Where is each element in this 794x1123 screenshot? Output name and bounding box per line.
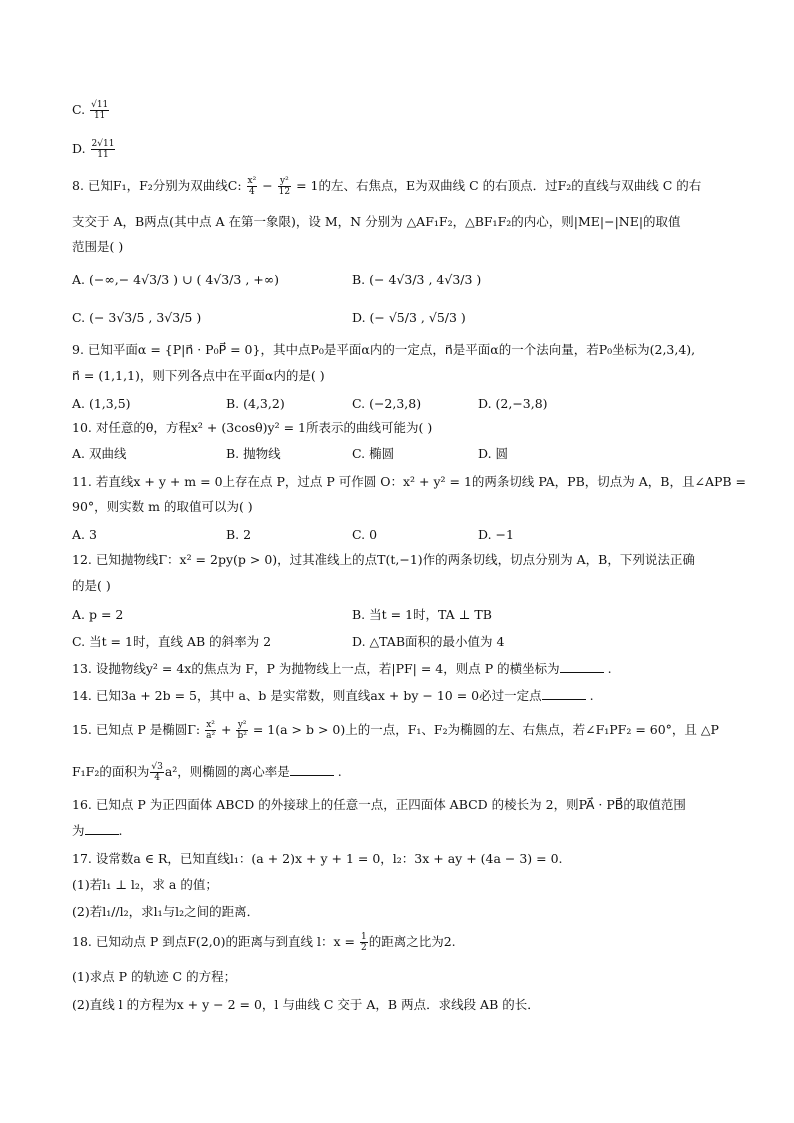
q8-line-2: 支交于 A，B两点(其中点 A 在第一象限)，设 M，N 分别为 △AF₁F₂，△BF₁F₂的内心，则|ME|−|NE|的取值 bbox=[72, 214, 681, 229]
q9-option-a: A. (1,3,5) bbox=[72, 396, 131, 411]
text: 18. 已知动点 P 到点F(2,0)的距离与到直线 l：x = bbox=[72, 934, 359, 949]
q12-option-a: A. p = 2 bbox=[72, 607, 124, 622]
answer-blank[interactable] bbox=[290, 763, 334, 776]
answer-blank[interactable] bbox=[560, 660, 604, 673]
q18-line-3: (2)直线 l 的方程为x + y − 2 = 0，l 与曲线 C 交于 A，B 两点．求线段 AB 的长． bbox=[72, 997, 540, 1012]
q15-line-1 bbox=[72, 720, 719, 741]
option-label: D. bbox=[72, 141, 86, 156]
text: F₁F₂的面积为 bbox=[72, 764, 150, 779]
text: . bbox=[585, 688, 594, 703]
fraction bbox=[360, 932, 368, 953]
q16-line-2 bbox=[72, 821, 123, 841]
text: − bbox=[258, 178, 277, 193]
text: a²，则椭圆的离心率是 bbox=[164, 764, 290, 779]
fraction bbox=[150, 762, 163, 783]
numerator: y² bbox=[278, 176, 291, 187]
q14-line bbox=[72, 686, 594, 706]
q8-option-c: C. (− 3√3/5 , 3√3/5 ) bbox=[72, 310, 202, 325]
fraction bbox=[91, 139, 116, 160]
q16-line-1: 16. 已知点 P 为正四面体 ABCD 的外接球上的任意一点，正四面体 ABCD 的棱长为 2，则PA⃗ · PB⃗的取值范围 bbox=[72, 797, 686, 812]
text: = 1的左、右焦点，E为双曲线 C 的右顶点．过F₂的直线与双曲线 C 的右 bbox=[292, 178, 702, 193]
q8-line-3: 范围是( ) bbox=[72, 239, 124, 254]
text: . bbox=[333, 764, 342, 779]
q7-option-d bbox=[72, 139, 116, 160]
q9-option-b: B. (4,3,2) bbox=[226, 396, 285, 411]
numerator: y² bbox=[237, 720, 247, 730]
q9-line-2: n⃗ = (1,1,1)，则下列各点中在平面α内的是( ) bbox=[72, 368, 325, 383]
q8-option-d: D. (− √5/3 , √5/3 ) bbox=[352, 310, 466, 325]
q9-option-d: D. (2,−3,8) bbox=[478, 396, 548, 411]
numerator: 2√11 bbox=[91, 139, 115, 149]
q11-option-a: A. 3 bbox=[72, 527, 97, 542]
q8-option-a: A. (−∞,− 4√3/3 ) ∪ ( 4√3/3 , +∞) bbox=[72, 272, 280, 287]
text: 13. 设抛物线y² = 4x的焦点为 F，P 为抛物线上一点，若|PF| = 4，则点 P 的横坐标为 bbox=[72, 661, 560, 676]
q12-line-2: 的是( ) bbox=[72, 578, 111, 593]
denominator: 2 bbox=[360, 943, 367, 953]
answer-blank[interactable] bbox=[542, 687, 586, 700]
denominator: 12 bbox=[278, 187, 291, 197]
q11-option-d: D. −1 bbox=[478, 527, 514, 542]
q8-option-b: B. (− 4√3/3 , 4√3/3 ) bbox=[352, 272, 482, 287]
text: 14. 已知3a + 2b = 5，其中 a、b 是实常数，则直线ax + by − 10 = 0必过一定点 bbox=[72, 688, 542, 703]
denominator: 11 bbox=[97, 150, 109, 160]
q10-option-d: D. 圆 bbox=[478, 446, 509, 461]
numerator: x² bbox=[206, 720, 215, 730]
q7-option-c bbox=[72, 100, 110, 121]
numerator: √3 bbox=[151, 762, 163, 772]
fraction bbox=[278, 176, 291, 197]
q18-line-1 bbox=[72, 932, 456, 953]
q8-line-1 bbox=[72, 176, 701, 197]
q12-option-c: C. 当t = 1时，直线 AB 的斜率为 2 bbox=[72, 634, 272, 649]
text: + bbox=[217, 722, 236, 737]
q12-option-b: B. 当t = 1时，TA ⊥ TB bbox=[352, 607, 492, 622]
denominator: 4 bbox=[154, 773, 160, 783]
fraction bbox=[247, 176, 258, 197]
denominator: a² bbox=[206, 731, 216, 741]
q10-option-a: A. 双曲线 bbox=[72, 446, 127, 461]
option-label: C. bbox=[72, 102, 86, 117]
text: 8. 已知F₁，F₂分别为双曲线C: bbox=[72, 178, 246, 193]
denominator: 4 bbox=[249, 187, 255, 197]
text: 15. 已知点 P 是椭圆Γ: bbox=[72, 722, 205, 737]
numerator: 1 bbox=[360, 932, 367, 942]
numerator: √11 bbox=[91, 100, 109, 110]
q17-line-3: (2)若l₁//l₂，求l₁与l₂之间的距离． bbox=[72, 904, 260, 919]
q11-line-1: 11. 若直线x + y + m = 0上存在点 P，过点 P 可作圆 O：x² + y² = 1的两条切线 PA，PB，切点为 A，B，且∠APB = bbox=[72, 474, 747, 489]
q9-option-c: C. (−2,3,8) bbox=[352, 396, 422, 411]
text: . bbox=[118, 823, 123, 838]
q10-option-b: B. 抛物线 bbox=[226, 446, 281, 461]
q12-option-d: D. △TAB面积的最小值为 4 bbox=[352, 634, 505, 649]
answer-blank[interactable] bbox=[85, 822, 119, 835]
q13-line bbox=[72, 659, 612, 679]
fraction bbox=[236, 720, 247, 741]
q10-option-c: C. 椭圆 bbox=[352, 446, 395, 461]
q17-line-1: 17. 设常数a ∈ R，已知直线l₁：(a + 2)x + y + 1 = 0，l₂：3x + ay + (4a − 3) = 0. bbox=[72, 851, 563, 866]
q11-option-c: C. 0 bbox=[352, 527, 378, 542]
q9-line-1: 9. 已知平面α = {P|n⃗ · P₀P⃗ = 0}，其中点P₀是平面α内的一定点，n⃗是平面α的一个法向量，若P₀坐标为(2,3,4), bbox=[72, 342, 696, 357]
denominator: 11 bbox=[93, 111, 106, 121]
denominator: b² bbox=[237, 731, 247, 741]
text: 的距离之比为2. bbox=[368, 934, 456, 949]
fraction bbox=[205, 720, 216, 741]
q10-line-1: 10. 对任意的θ，方程x² + (3cosθ)y² = 1所表示的曲线可能为( ) bbox=[72, 420, 433, 435]
q11-line-2: 90°，则实数 m 的取值可以为( ) bbox=[72, 499, 253, 514]
text: 为 bbox=[72, 823, 85, 838]
fraction bbox=[90, 100, 109, 121]
text: = 1(a > b > 0)上的一点，F₁、F₂为椭圆的左、右焦点，若∠F₁PF₂ = 60°，且 △P bbox=[248, 722, 719, 737]
numerator: x² bbox=[247, 176, 257, 186]
q11-option-b: B. 2 bbox=[226, 527, 252, 542]
q12-line-1: 12. 已知抛物线Γ：x² = 2py(p > 0)，过其准线上的点T(t,−1)作的两条切线，切点分别为 A，B，下列说法正确 bbox=[72, 552, 695, 567]
q18-line-2: (1)求点 P 的轨迹 C 的方程； bbox=[72, 969, 237, 984]
q17-line-2: (1)若l₁ ⊥ l₂，求 a 的值； bbox=[72, 877, 218, 892]
text: . bbox=[603, 661, 612, 676]
q15-line-2 bbox=[72, 762, 342, 783]
